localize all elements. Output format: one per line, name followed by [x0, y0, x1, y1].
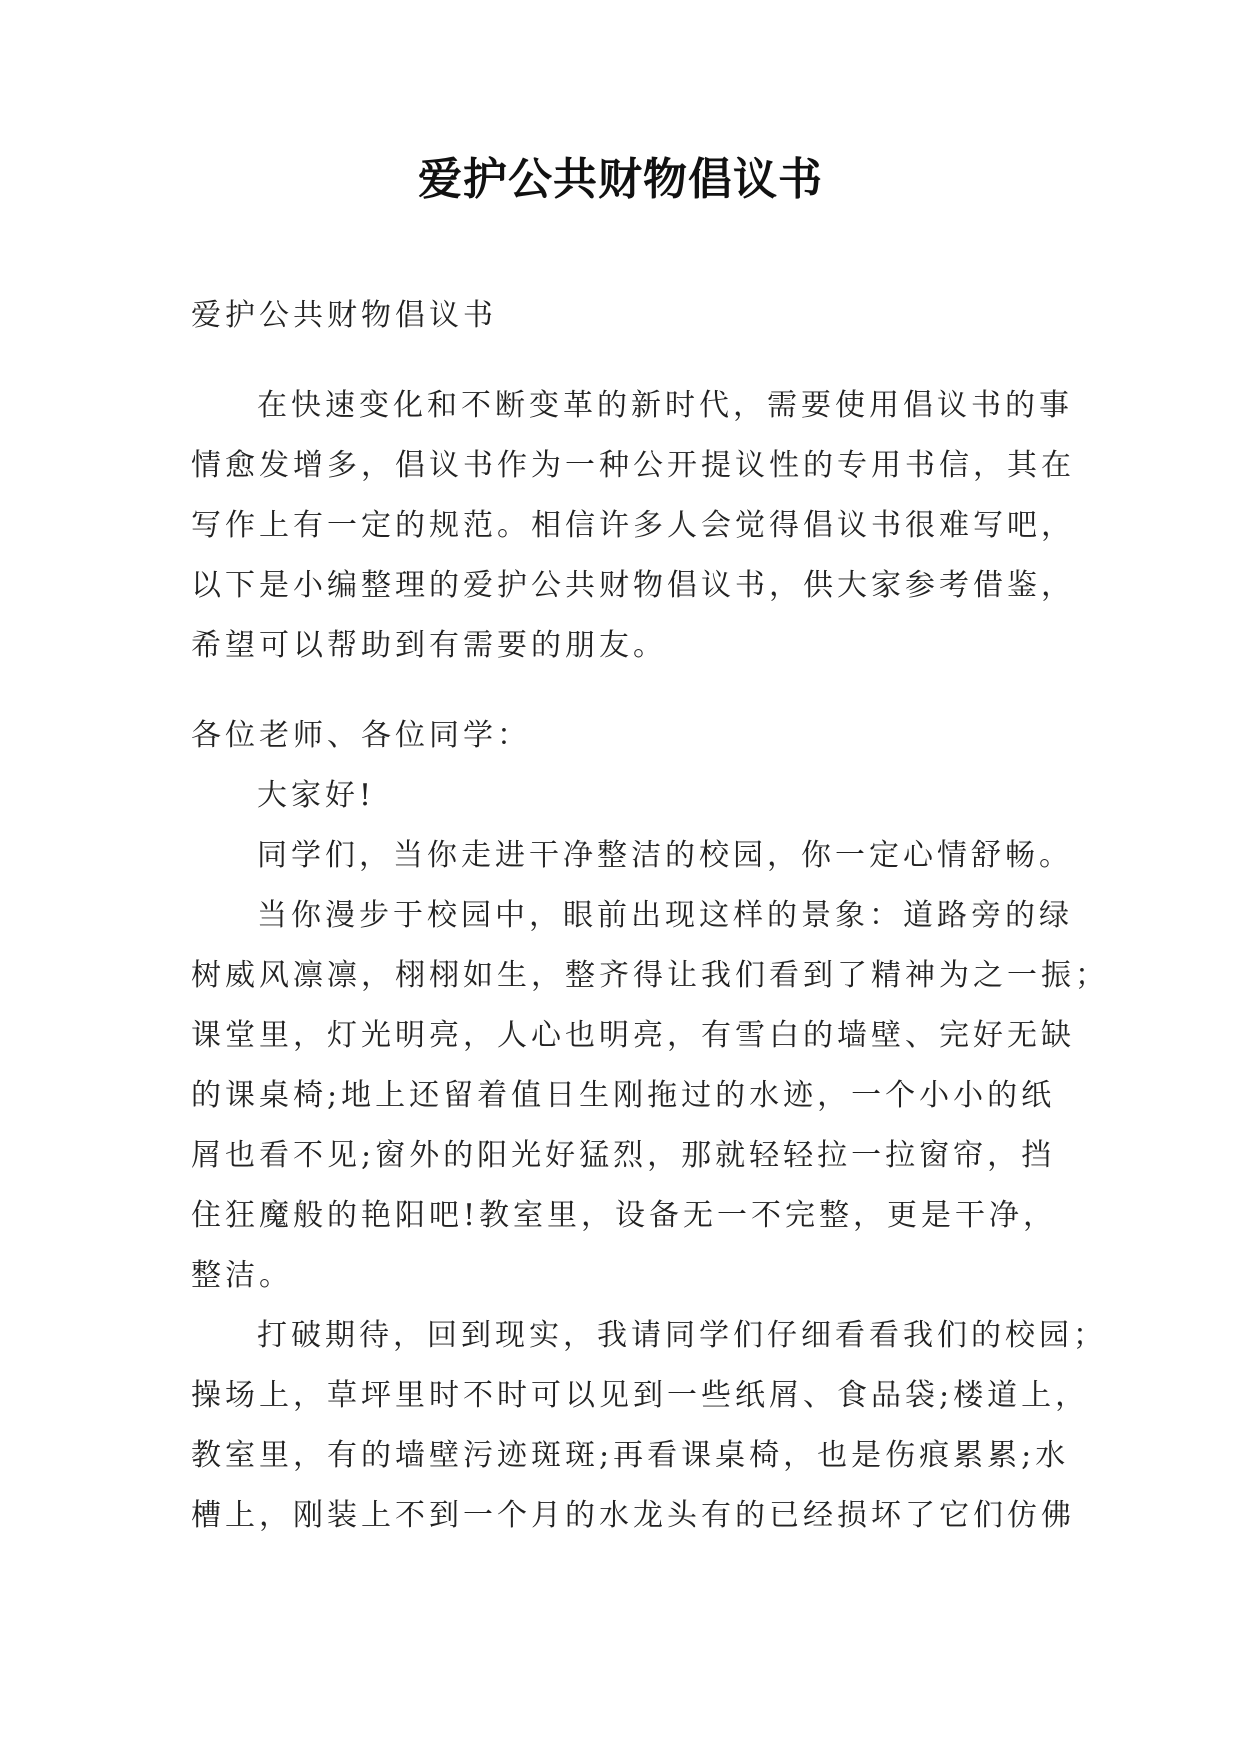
paragraph-line: 教室里，有的墙壁污迹斑斑;再看课桌椅，也是伤痕累累;水	[191, 1438, 1070, 1473]
paragraph-line: 的课桌椅;地上还留着值日生刚拖过的水迹，一个小小的纸	[191, 1078, 1056, 1113]
greeting: 大家好!	[257, 778, 376, 813]
paragraph-line: 树威风凛凛，栩栩如生，整齐得让我们看到了精神为之一振；	[191, 958, 1109, 993]
paragraph-line: 当你漫步于校园中，眼前出现这样的景象：道路旁的绿	[257, 898, 1073, 933]
paragraph-line: 住狂魔般的艳阳吧!教室里，设备无一不完整，更是干净，	[191, 1198, 1058, 1233]
intro-line: 写作上有一定的规范。相信许多人会觉得倡议书很难写吧，	[191, 508, 1075, 543]
intro-line: 情愈发增多，倡议书作为一种公开提议性的专用书信，其在	[191, 448, 1075, 483]
intro-line: 在快速变化和不断变革的新时代，需要使用倡议书的事	[257, 388, 1073, 423]
paragraph-line: 打破期待，回到现实，我请同学们仔细看看我们的校园；	[257, 1318, 1107, 1353]
salutation: 各位老师、各位同学：	[191, 718, 531, 753]
spacer	[191, 346, 1071, 376]
paragraph-line: 同学们，当你走进干净整洁的校园，你一定心情舒畅。	[257, 838, 1073, 873]
intro-line: 以下是小编整理的爱护公共财物倡议书，供大家参考借鉴，	[191, 568, 1075, 603]
spacer	[191, 676, 1071, 706]
paragraph-line: 屑也看不见;窗外的阳光好猛烈，那就轻轻拉一拉窗帘，挡	[191, 1138, 1056, 1173]
paragraph-line: 操场上，草坪里时不时可以见到一些纸屑、食品袋;楼道上，	[191, 1378, 1090, 1413]
paragraph-line: 整洁。	[191, 1258, 293, 1293]
intro-line: 希望可以帮助到有需要的朋友。	[191, 628, 667, 663]
paragraph-line: 槽上，刚装上不到一个月的水龙头有的已经损坏了它们仿佛	[191, 1498, 1075, 1533]
document-subtitle: 爱护公共财物倡议书	[191, 298, 497, 333]
document-body	[191, 286, 1109, 1546]
document-title: 爱护公共财物倡议书	[418, 154, 823, 205]
paragraph-line: 课堂里，灯光明亮，人心也明亮，有雪白的墙壁、完好无缺	[191, 1018, 1075, 1053]
